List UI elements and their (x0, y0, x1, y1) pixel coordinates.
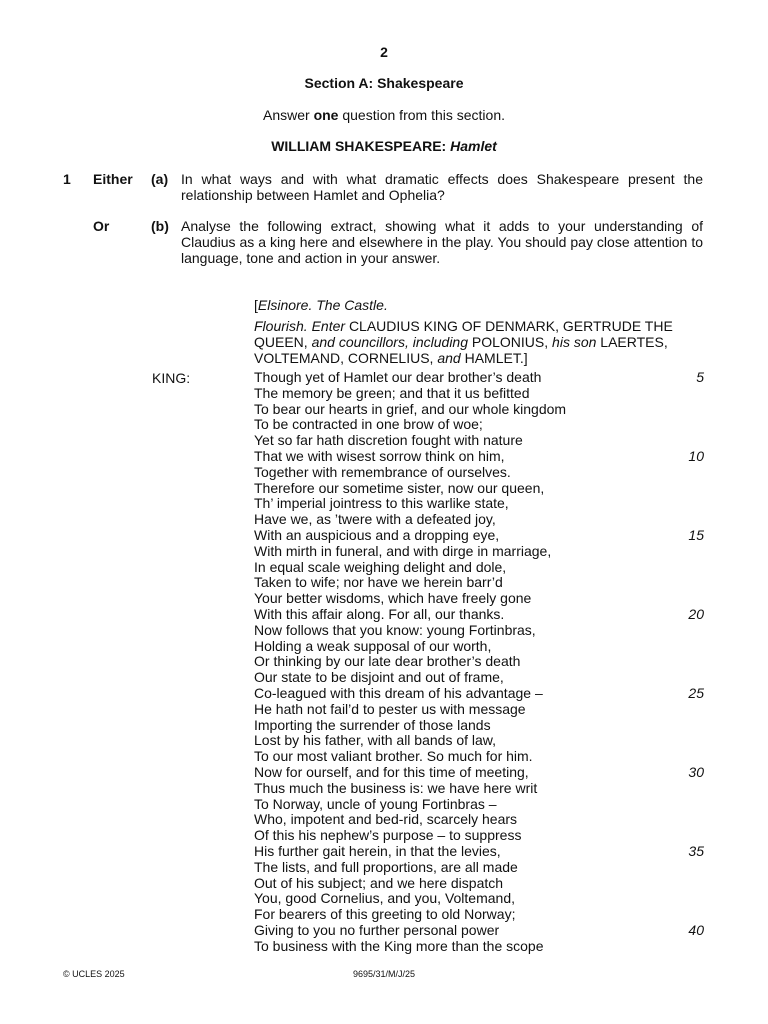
verse-line-text: Who, impotent and bed-rid, scarcely hears (254, 811, 518, 828)
verse-line (254, 686, 704, 702)
verse-line (254, 781, 704, 797)
verse-line (254, 891, 704, 907)
verse-line-text: Your better wisdoms, which have freely gone (254, 590, 532, 607)
verse-line (254, 670, 704, 686)
text-title-play: Hamlet (450, 138, 497, 154)
verse-line-text: Co-leagued with this dream of his advantage – (254, 684, 543, 701)
verse-line-text: His further gait herein, in that the levies, (254, 842, 501, 859)
part-a-text: In what ways and with what dramatic effects does Shakespeare present the relationship between Hamlet and Ophelia? (181, 171, 703, 203)
line-number: 35 (688, 842, 704, 859)
verse-line (254, 386, 704, 402)
verse-line-text: To Norway, uncle of young Fortinbras – (254, 795, 497, 812)
verse-line (254, 433, 704, 449)
verse-line (254, 417, 704, 433)
verse-line (254, 528, 704, 544)
verse-line (254, 560, 704, 576)
verse-line (254, 512, 704, 528)
verse-line-text: That we with wisest sorrow think on him, (254, 447, 505, 464)
verse-line-text: Importing the surrender of those lands (254, 716, 491, 733)
line-number: 5 (696, 369, 704, 385)
verse-line (254, 370, 704, 386)
verse-line-text: Taken to wife; nor have we herein barr’d (254, 574, 503, 591)
verse-line-text: Therefore our sometime sister, now our queen, (254, 479, 545, 496)
sd-polonius: POLONIUS, (471, 334, 553, 350)
verse-line-text: He hath not fail’d to pester us with message (254, 700, 526, 717)
setting-direction (254, 297, 704, 313)
verse-line (254, 797, 704, 813)
footer-copyright: © UCLES 2025 (63, 969, 125, 979)
section-title: Section A: Shakespeare (304, 75, 464, 91)
speaker-label: KING: (152, 370, 191, 386)
verse-line (254, 402, 704, 418)
instruction-emphasis: one (313, 107, 339, 123)
verse-line (254, 639, 704, 655)
verse-line-text: Though yet of Hamlet our dear brother’s death (254, 369, 542, 385)
verse-block (254, 370, 704, 954)
verse-line-text: Th’ imperial jointress to this warlike state, (254, 495, 509, 512)
text-title (0, 138, 768, 154)
or-label: Or (93, 218, 110, 234)
verse-line-text: Of this his nephew’s purpose – to suppress (254, 827, 522, 844)
text-title-author: WILLIAM SHAKESPEARE: (271, 138, 451, 154)
verse-line-text: Yet so far hath discretion fought with nature (254, 432, 523, 449)
verse-line (254, 828, 704, 844)
verse-line (254, 575, 704, 591)
verse-line (254, 876, 704, 892)
sd-councillors: and councillors, including (311, 334, 472, 350)
verse-line-text: Or thinking by our late dear brother’s death (254, 653, 521, 670)
verse-line-text: For bearers of this greeting to old Norway; (254, 906, 516, 923)
sd-flourish: Flourish. Enter (254, 318, 349, 334)
verse-line-text: To be contracted in one brow of woe; (254, 416, 483, 433)
verse-line (254, 481, 704, 497)
verse-line-text: You, good Cornelius, and you, Voltemand, (254, 890, 516, 907)
verse-line-text: To business with the King more than the scope (254, 937, 544, 954)
verse-line-text: Have we, as ’twere with a defeated joy, (254, 511, 496, 528)
verse-line (254, 496, 704, 512)
setting-bracket: [ (254, 297, 258, 313)
either-label: Either (93, 171, 133, 187)
sd-characters-2: LAERTES, VOLTEMAND, CORNELIUS, (254, 334, 668, 366)
verse-line (254, 544, 704, 560)
verse-line (254, 654, 704, 670)
part-b-label: (b) (151, 218, 169, 234)
verse-line-text: Giving to you no further personal power (254, 921, 500, 938)
verse-line-text: Thus much the business is: we have here writ (254, 779, 538, 796)
sd-his-son: his son (552, 334, 601, 350)
verse-line (254, 623, 704, 639)
verse-line (254, 844, 704, 860)
line-number: 20 (688, 605, 704, 622)
line-number: 10 (688, 447, 704, 464)
line-number: 25 (688, 684, 704, 701)
instruction-before: Answer (263, 107, 314, 123)
sd-and: and (437, 350, 465, 366)
sd-characters-1: CLAUDIUS KING OF DENMARK, GERTRUDE THE QUEEN, (254, 318, 673, 350)
verse-line (254, 812, 704, 828)
verse-line (254, 749, 704, 765)
verse-line-text: With this affair along. For all, our thanks. (254, 605, 505, 622)
verse-line-text: With an auspicious and a dropping eye, (254, 526, 500, 543)
verse-line-text: The lists, and full proportions, are all made (254, 858, 518, 875)
verse-line (254, 939, 704, 955)
verse-line (254, 465, 704, 481)
verse-line-text: Out of his subject; and we here dispatch (254, 874, 504, 891)
line-number: 15 (688, 526, 704, 543)
verse-line (254, 718, 704, 734)
verse-line (254, 907, 704, 923)
verse-line-text: In equal scale weighing delight and dole, (254, 558, 507, 575)
verse-line-text: With mirth in funeral, and with dirge in marriage, (254, 542, 552, 559)
question-number: 1 (63, 171, 71, 187)
instruction (0, 107, 768, 123)
verse-line-text: The memory be green; and that it us befitted (254, 384, 530, 401)
verse-line (254, 765, 704, 781)
instruction-after: question from this section. (338, 107, 505, 123)
verse-line-text: Holding a weak supposal of our worth, (254, 637, 492, 654)
verse-line (254, 733, 704, 749)
entry-stage-direction (254, 318, 704, 366)
verse-line (254, 860, 704, 876)
part-a-label: (a) (151, 171, 169, 187)
verse-line-text: Now follows that you know: young Fortinbras, (254, 621, 536, 638)
verse-line-text: Together with remembrance of ourselves. (254, 463, 511, 480)
sd-hamlet: HAMLET.] (464, 350, 528, 366)
line-number: 30 (688, 763, 704, 780)
verse-line (254, 923, 704, 939)
verse-line-text: Our state to be disjoint and out of frame, (254, 669, 504, 686)
part-b-text: Analyse the following extract, showing what it adds to your understanding of Claudius as a king here and elsewhere in the play. You should pay close attention to language, tone and action in your answer. (181, 218, 703, 266)
verse-line-text: Now for ourself, and for this time of meeting, (254, 763, 529, 780)
verse-line (254, 702, 704, 718)
verse-line (254, 607, 704, 623)
verse-line-text: To our most valiant brother. So much for him. (254, 748, 533, 765)
verse-line-text: To bear our hearts in grief, and our whole kingdom (254, 400, 567, 417)
page-number: 2 (380, 44, 388, 60)
line-number: 40 (688, 921, 704, 938)
verse-line-text: Lost by his father, with all bands of law, (254, 732, 497, 749)
verse-line (254, 591, 704, 607)
footer-code: 9695/31/M/J/25 (352, 969, 416, 979)
verse-line (254, 449, 704, 465)
setting-text: Elsinore. The Castle. (257, 297, 388, 313)
